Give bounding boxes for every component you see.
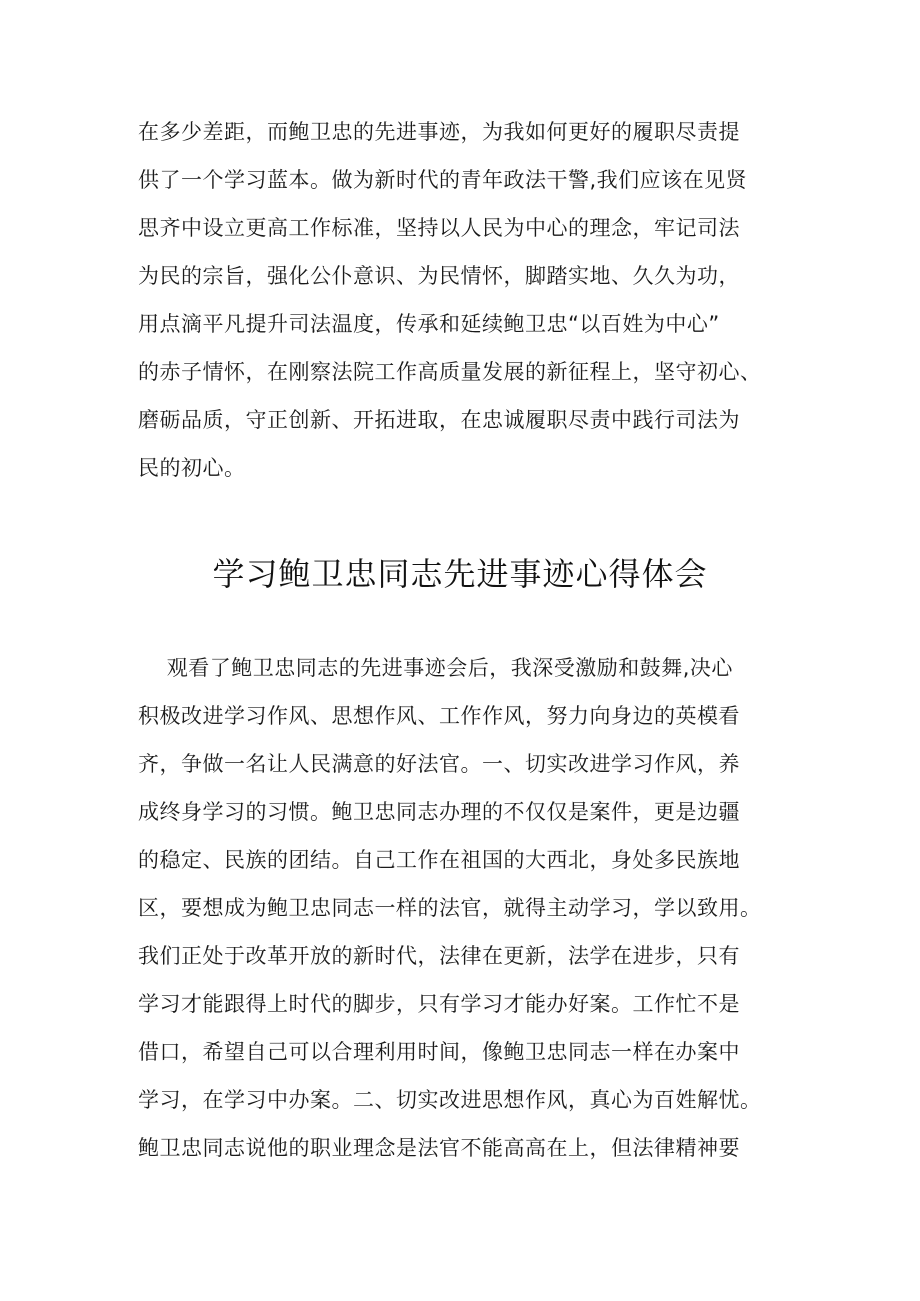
paragraph2-line: 鲍卫忠同志说他的职业理念是法官不能高高在上，但法律精神要 (138, 1136, 740, 1160)
paragraph2-line: 成终身学习的习惯。鲍卫忠同志办理的不仅仅是案件，更是边疆 (138, 800, 740, 824)
paragraph1-line: 用点滴平凡提升司法温度，传承和延续鲍卫忠“以百姓为中心” (138, 312, 720, 336)
paragraph2-line: 借口，希望自己可以合理利用时间，像鲍卫忠同志一样在办案中 (138, 1040, 740, 1064)
paragraph1-line: 的赤子情怀，在刚察法院工作高质量发展的新征程上，坚守初心、 (138, 360, 762, 384)
paragraph2-line: 学习才能跟得上时代的脚步，只有学习才能办好案。工作忙不是 (138, 992, 740, 1016)
paragraph1-line: 民的初心。 (138, 456, 246, 480)
paragraph2-line: 我们正处于改革开放的新时代，法律在更新，法学在进步，只有 (138, 944, 740, 968)
paragraph2-line: 学习，在学习中办案。二、切实改进思想作风，真心为百姓解忧。 (138, 1088, 762, 1112)
paragraph2-line: 的稳定、民族的团结。自己工作在祖国的大西北，身处多民族地 (138, 848, 740, 872)
article-title: 学习鲍卫忠同志先进事迹心得体会 (212, 555, 708, 593)
paragraph1-line: 为民的宗旨，强化公仆意识、为民情怀，脚踏实地、久久为功， (138, 264, 740, 288)
paragraph2-line: 齐，争做一名让人民满意的好法官。一、切实改进学习作风，养 (138, 752, 740, 776)
paragraph2-line: 观看了鲍卫忠同志的先进事迹会后，我深受激励和鼓舞,决心 (138, 656, 733, 680)
paragraph1-line: 供了一个学习蓝本。做为新时代的青年政法干警,我们应该在见贤 (138, 168, 748, 192)
paragraph1-line: 磨砺品质，守正创新、开拓进取，在忠诚履职尽责中践行司法为 (138, 408, 740, 432)
paragraph1-line: 思齐中设立更高工作标准，坚持以人民为中心的理念，牢记司法 (138, 216, 740, 240)
paragraph2-line: 积极改进学习作风、思想作风、工作作风，努力向身边的英模看 (138, 704, 740, 728)
paragraph2-line: 区，要想成为鲍卫忠同志一样的法官，就得主动学习，学以致用。 (138, 896, 762, 920)
paragraph1-line: 在多少差距，而鲍卫忠的先进事迹，为我如何更好的履职尽责提 (138, 120, 740, 144)
